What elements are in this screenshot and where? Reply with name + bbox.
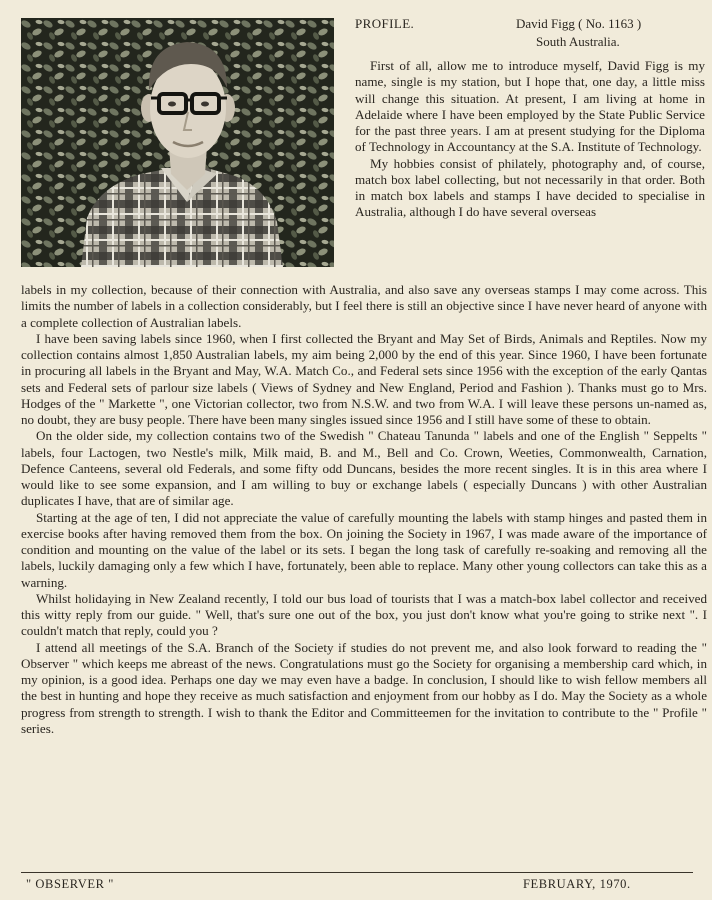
body-paragraph-3: Starting at the age of ten, I did not appreciate the value of carefully mounting the labels with stamp hinges and pasted them in exercise books after having removed them from the box. On joining the Society in 1967, I was made aware of the importance of condition and mounting on the value of the label or its sets. I began the long task of carefully re-soaking and removing all the labels, luckily damaging only a few which I have, fortunately, been able to replace. Many other young collectors can take this as a warning. (21, 509, 707, 590)
issue-date: FEBRUARY, 1970. (523, 877, 631, 891)
publication-name: " OBSERVER " (26, 877, 114, 891)
member-region: South Australia. (536, 34, 620, 49)
article-body (21, 282, 707, 737)
continuation-paragraph: labels in my collection, because of their connection with Australia, and also save any overseas stamps I may come across. This limits the number of labels in a collection considerably, but I feel there is still an objective since I have never heard of anyone with a complete collection of Australian labels. (21, 282, 707, 330)
footer-rule (21, 872, 693, 873)
intro-column (355, 58, 705, 221)
body-paragraph-4: Whilst holidaying in New Zealand recently, I told our bus load of tourists that I was a match-box label collector and received this witty reply from our guide. " Well, that's sure one out of the box, you just don't know what you're going to strike next ". I couldn't match that reply, could you ? (21, 590, 707, 639)
intro-paragraph-2: My hobbies consist of philately, photography and, of course, match box label collecting, but not necessarily in that order. Both in match box labels and stamps I have decided to specialise in Australia, although I do have several overseas (355, 155, 705, 220)
body-paragraph-5: I attend all meetings of the S.A. Branch of the Society if studies do not prevent me, and also look forward to reading the " Observer " which keeps me abreast of the news. Congratulations must go the Society for organising a membership card which, in my opinion, is a good idea. Perhaps one day we may even have a badge. In conclusion, I should like to wish fellow members all the best in hunting and hope they receive as much satisfaction and enjoyment from our hobby as I do. May the Society as a whole progress from strength to strength. I wish to thank the Editor and Committeemen for the invitation to contribute to the " Profile " series. (21, 639, 707, 736)
body-paragraph-1: I have been saving labels since 1960, when I first collected the Bryant and May Set of Birds, Animals and Reptiles. Now my collection contains almost 1,850 Australian labels, my aim being 2,000 by the end of this year. Since 1960, I have been fortunate in procuring all labels in the Bryant and May, W.A. Match Co., and Federal sets since 1956 with the exception of the early Qantas sets and Federal sets of parlour size labels ( Views of Sydney and New England, Period and Fashion ). Thanks must go to Mrs. Hodges of the " Markette ", one Victorian collector, two from N.S.W. and two from W.A. I will leave these persons un-named as, no doubt, they are busy people. There have been many singles issued since 1956 and I still have some of these to obtain. (21, 330, 707, 427)
profile-header (355, 16, 695, 54)
member-name: David Figg ( No. 1163 ) (516, 16, 642, 31)
portrait-photo (21, 18, 334, 267)
intro-paragraph-1: First of all, allow me to introduce myself, David Figg is my name, single is my station, but I hope that, one day, a little miss will change this situation. At present, I am living at home in Adelaide where I have been employed by the State Public Service for the past three years. I am at present studying for the Diploma of Technology in Accountancy at the S.A. Institute of Technology. (355, 58, 705, 155)
body-paragraph-2: On the older side, my collection contains two of the Swedish " Chateau Tanunda " labels and one of the English " Seppelts " labels, four Lactogen, two Nestle's milk, Milk maid, B. and M., Bell and Co. Crown, Weeties, Commonwealth, Carnation, Defence Canteens, several old Federals, and some fifty odd Duncans, besides the more recent singles. It is in this area where I would like to see some expansion, and I am willing to buy or exchange labels ( especially Duncans ) with other Australian duplicates I have, that are of similar age. (21, 428, 707, 509)
section-label: PROFILE. (355, 16, 415, 31)
